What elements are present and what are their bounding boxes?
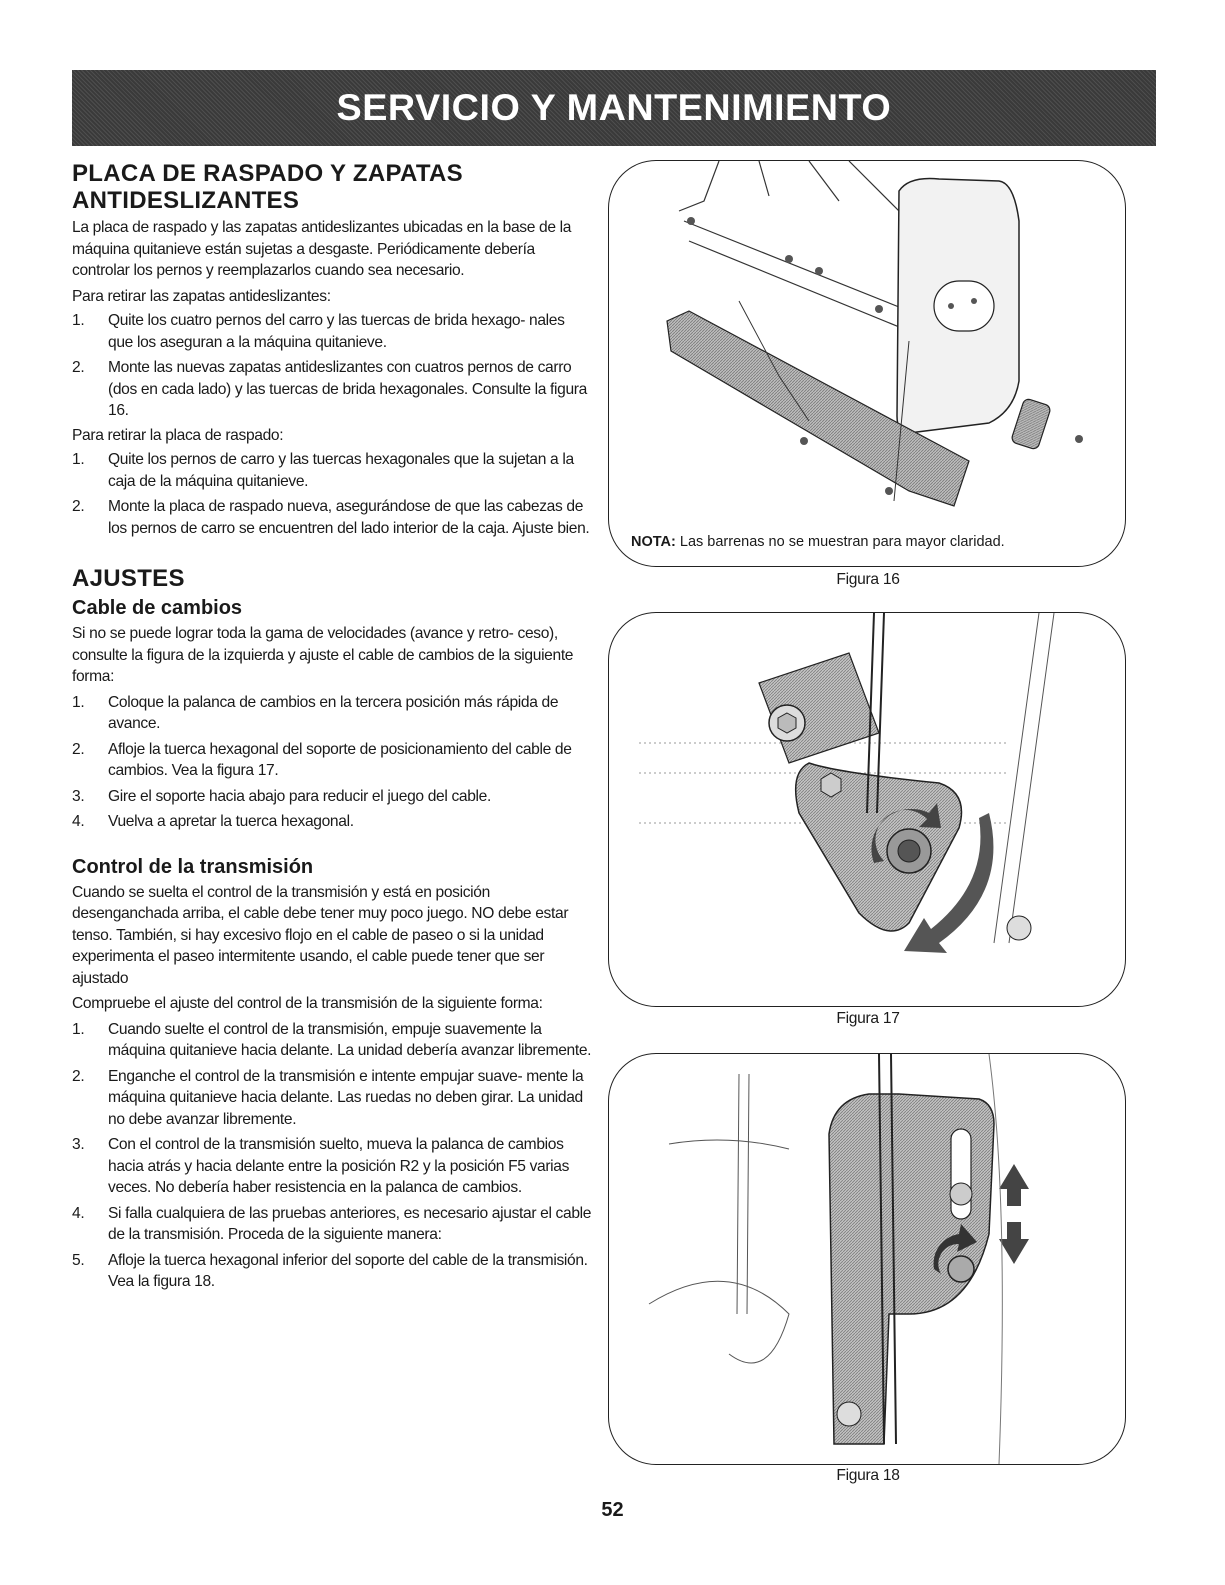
step-text: Coloque la palanca de cambios en la tercera posición más rápida de avance. (108, 693, 559, 732)
figure-18-illustration (609, 1054, 1125, 1464)
up-arrow (999, 1164, 1029, 1206)
step-text: Si falla cualquiera de las pruebas anteriores, es necesario ajustar el cable de la transmisión. Proceda de la siguiente manera: (108, 1204, 592, 1243)
list-item (72, 1203, 592, 1246)
plate-steps (72, 449, 592, 539)
adjustments-section (72, 565, 592, 1293)
banner-title: SERVICIO Y MANTENIMIENTO (336, 87, 892, 128)
down-arrow (999, 1222, 1029, 1264)
step-number: 2. (72, 1067, 85, 1085)
step-text: Quite los cuatro pernos del carro y las tuercas de brida hexago- nales que los aseguran a la máquina quitanieve. (108, 312, 565, 351)
step-number: 4. (72, 1204, 85, 1222)
figure-17-caption: Figura 17 (836, 1010, 900, 1027)
shoes-lead: Para retirar las zapatas antideslizantes: (72, 287, 331, 305)
step-number: 1. (72, 1020, 85, 1038)
list-item (72, 1019, 592, 1062)
step-text: Afloje la tuerca hexagonal del soporte de posicionamiento del cable de cambios. Vea la figura 17. (108, 740, 572, 779)
drive-intro: Cuando se suelta el control de la transmisión y está en posición desenganchada arriba, el cable debe tener muy poco juego. NO debe estar tenso. También, si hay excesivo flojo en el cable de paseo o si la unidad experimenta el paseo intermitente usando, el cable puede tener que ser ajustado (72, 883, 569, 987)
figure-16-note-text: Las barrenas no se muestran para mayor claridad. (679, 534, 1005, 550)
step-number: 5. (72, 1251, 85, 1269)
skid-shoe (1011, 398, 1052, 450)
scraper-intro: La placa de raspado y las zapatas antideslizantes ubicadas en la base de la máquina quitanieve están sujetas a desgaste. Periódicamente debería controlar los pernos y reemplazarlos cuando sea necesario. (72, 219, 572, 279)
step-number: 4. (72, 813, 85, 830)
subsection-title-drive-control: Control de la transmisión (72, 855, 314, 878)
step-number: 2. (72, 359, 85, 376)
list-item (72, 357, 592, 422)
figure-16-note-label: NOTA: (631, 534, 676, 550)
step-number: 2. (72, 740, 85, 758)
step-text: Afloje la tuerca hexagonal inferior del soporte del cable de la transmisión. Vea la figura 18. (108, 1251, 588, 1290)
step-text: Vuelva a apretar la tuerca hexagonal. (108, 813, 354, 830)
shift-steps (72, 692, 592, 833)
figure-16-illustration (609, 161, 1125, 566)
list-item (72, 786, 592, 808)
page-number: 52 (601, 1499, 624, 1521)
step-number: 1. (72, 312, 85, 329)
shoes-steps (72, 310, 592, 422)
list-item (72, 496, 592, 539)
section-title-scraper-line2: ANTIDESLIZANTES (72, 187, 300, 214)
figure-16-caption: Figura 16 (836, 571, 900, 588)
step-number: 1. (72, 693, 85, 711)
left-column (72, 160, 592, 1293)
figure-16 (608, 160, 1126, 567)
list-item (72, 1134, 592, 1199)
figure-18-caption: Figura 18 (836, 1467, 900, 1484)
step-number: 1. (72, 451, 85, 468)
figure-18 (608, 1053, 1126, 1465)
list-item (72, 692, 592, 735)
section-title-adjustments: AJUSTES (72, 565, 185, 592)
step-text: Cuando suelte el control de la transmisión, empuje suavemente la máquina quitanieve hacia delante. La unidad debería avanzar libremente. (108, 1020, 592, 1059)
step-text: Monte la placa de raspado nueva, asegurándose de que las cabezas de los pernos de carro se encuentren del lado interior de la caja. Ajuste bien. (108, 498, 590, 537)
section-title-scraper-line1: PLACA DE RASPADO Y ZAPATAS (72, 160, 463, 187)
list-item (72, 449, 592, 492)
step-text: Monte las nuevas zapatas antideslizantes con cuatros pernos de carro (dos en cada lado) y las tuercas de brida hexagonales. Consulte la figura 16. (108, 359, 587, 419)
plate-lead: Para retirar la placa de raspado: (72, 426, 284, 444)
shift-intro: Si no se puede lograr toda la gama de velocidades (avance y retro- ceso), consulte la figura de la izquierda y ajuste el cable de cambios de la siguiente forma: (72, 625, 574, 685)
step-number: 3. (72, 1136, 85, 1153)
step-text: Enganche el control de la transmisión e intente empujar suave- mente la máquina quitanieve hacia delante. Las ruedas no deben girar. La unidad no debe avanzar libremente. (108, 1067, 584, 1128)
drive-check-lead: Compruebe el ajuste del control de la transmisión de la siguiente forma: (72, 995, 543, 1012)
step-number: 2. (72, 498, 85, 515)
figure-17 (608, 612, 1126, 1007)
subsection-title-shift-cable: Cable de cambios (72, 597, 243, 619)
scraper-section (72, 160, 592, 539)
drive-steps (72, 1019, 592, 1293)
section-banner (72, 70, 1156, 146)
figure-16-note (631, 534, 1005, 550)
list-item (72, 739, 592, 782)
figure-17-illustration (609, 613, 1125, 1006)
list-item (72, 1066, 592, 1131)
list-item (72, 1250, 592, 1293)
step-number: 3. (72, 787, 85, 805)
step-text: Con el control de la transmisión suelto, mueva la palanca de cambios hacia atrás y hacia delante entre la posición R2 y la posición F5 varias veces. No debería haber resistencia en la palanca de cambios. (108, 1136, 570, 1196)
step-text: Gire el soporte hacia abajo para reducir el juego del cable. (108, 787, 491, 805)
step-text: Quite los pernos de carro y las tuercas hexagonales que la sujetan a la caja de la máquina quitanieve. (108, 451, 574, 490)
list-item (72, 811, 592, 833)
list-item (72, 310, 592, 353)
